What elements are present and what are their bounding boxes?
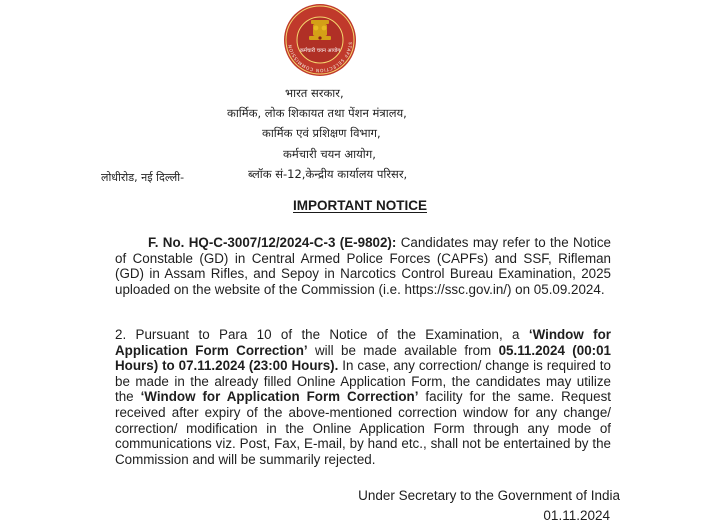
- header-line-commission: कर्मचारी चयन आयोग,: [283, 147, 376, 161]
- p2-a: 2. Pursuant to Para 10 of the Notice of the Examination, a: [115, 327, 529, 342]
- signature-date: 01.11.2024: [543, 508, 610, 523]
- header-line-address: ब्लॉक सं-12,केन्द्रीय कार्यालय परिसर,: [248, 167, 408, 181]
- signature-designation: Under Secretary to the Government of India: [358, 488, 620, 503]
- logo-hindi-text: कर्मचारी चयन आयोग: [299, 48, 341, 54]
- logo-ring-text: STAFF SELECTION COMMISSION: [288, 41, 352, 73]
- header-place: लोधीरोड, नई दिल्ली-: [101, 171, 185, 184]
- p2-window-title-2: ‘Window for Application Form Correction’: [140, 389, 419, 405]
- notice-paragraph-2: [115, 327, 611, 467]
- header-line-department: कार्मिक एवं प्रशिक्षण विभाग,: [262, 126, 381, 140]
- notice-paragraph-1: [115, 235, 611, 297]
- header-line-govt: भारत सरकार,: [285, 86, 344, 100]
- file-number: F. No. HQ-C-3007/12/2024-C-3 (E-9802):: [148, 235, 397, 250]
- notice-title: IMPORTANT NOTICE: [293, 198, 427, 213]
- p2-date-range: 05.11.2024 (00:01 Hours) to 07.11.2024 (23:00 Hours).: [115, 342, 611, 374]
- paragraph-1-text: Candidates may refer to the Notice of Constable (GD) in Central Armed Police Forces (CAPFs) and SSF, Rifleman (GD) in Assam Rifles, and Sepoy in Narcotics Control Bureau Examination, 2025 uploaded on the website of the Commission (i.e. https://ssc.gov.in/) on 05.09.2024.: [115, 235, 611, 297]
- p2-e: In case, any correction/ change is required to be made in the already filled Online Application Form, the candidates may utilize the: [115, 358, 611, 405]
- ssc-logo: [282, 0, 358, 80]
- p2-g: facility for the same. Request received after expiry of the above-mentioned correction window for any change/ correction/ modification in the Online Application Form through any mode of communications viz. Post, Fax, E-mail, by hand etc., shall not be entertained by the Commission and will be summarily rejected.: [115, 389, 611, 467]
- p2-c: will be made available from: [307, 342, 499, 358]
- notice-title-wrap: [0, 198, 720, 213]
- p2-window-title-1: ‘Window for Application Form Correction’: [115, 327, 611, 358]
- header-line-ministry: कार्मिक, लोक शिकायत तथा पेंशन मंत्रालय,: [227, 106, 407, 120]
